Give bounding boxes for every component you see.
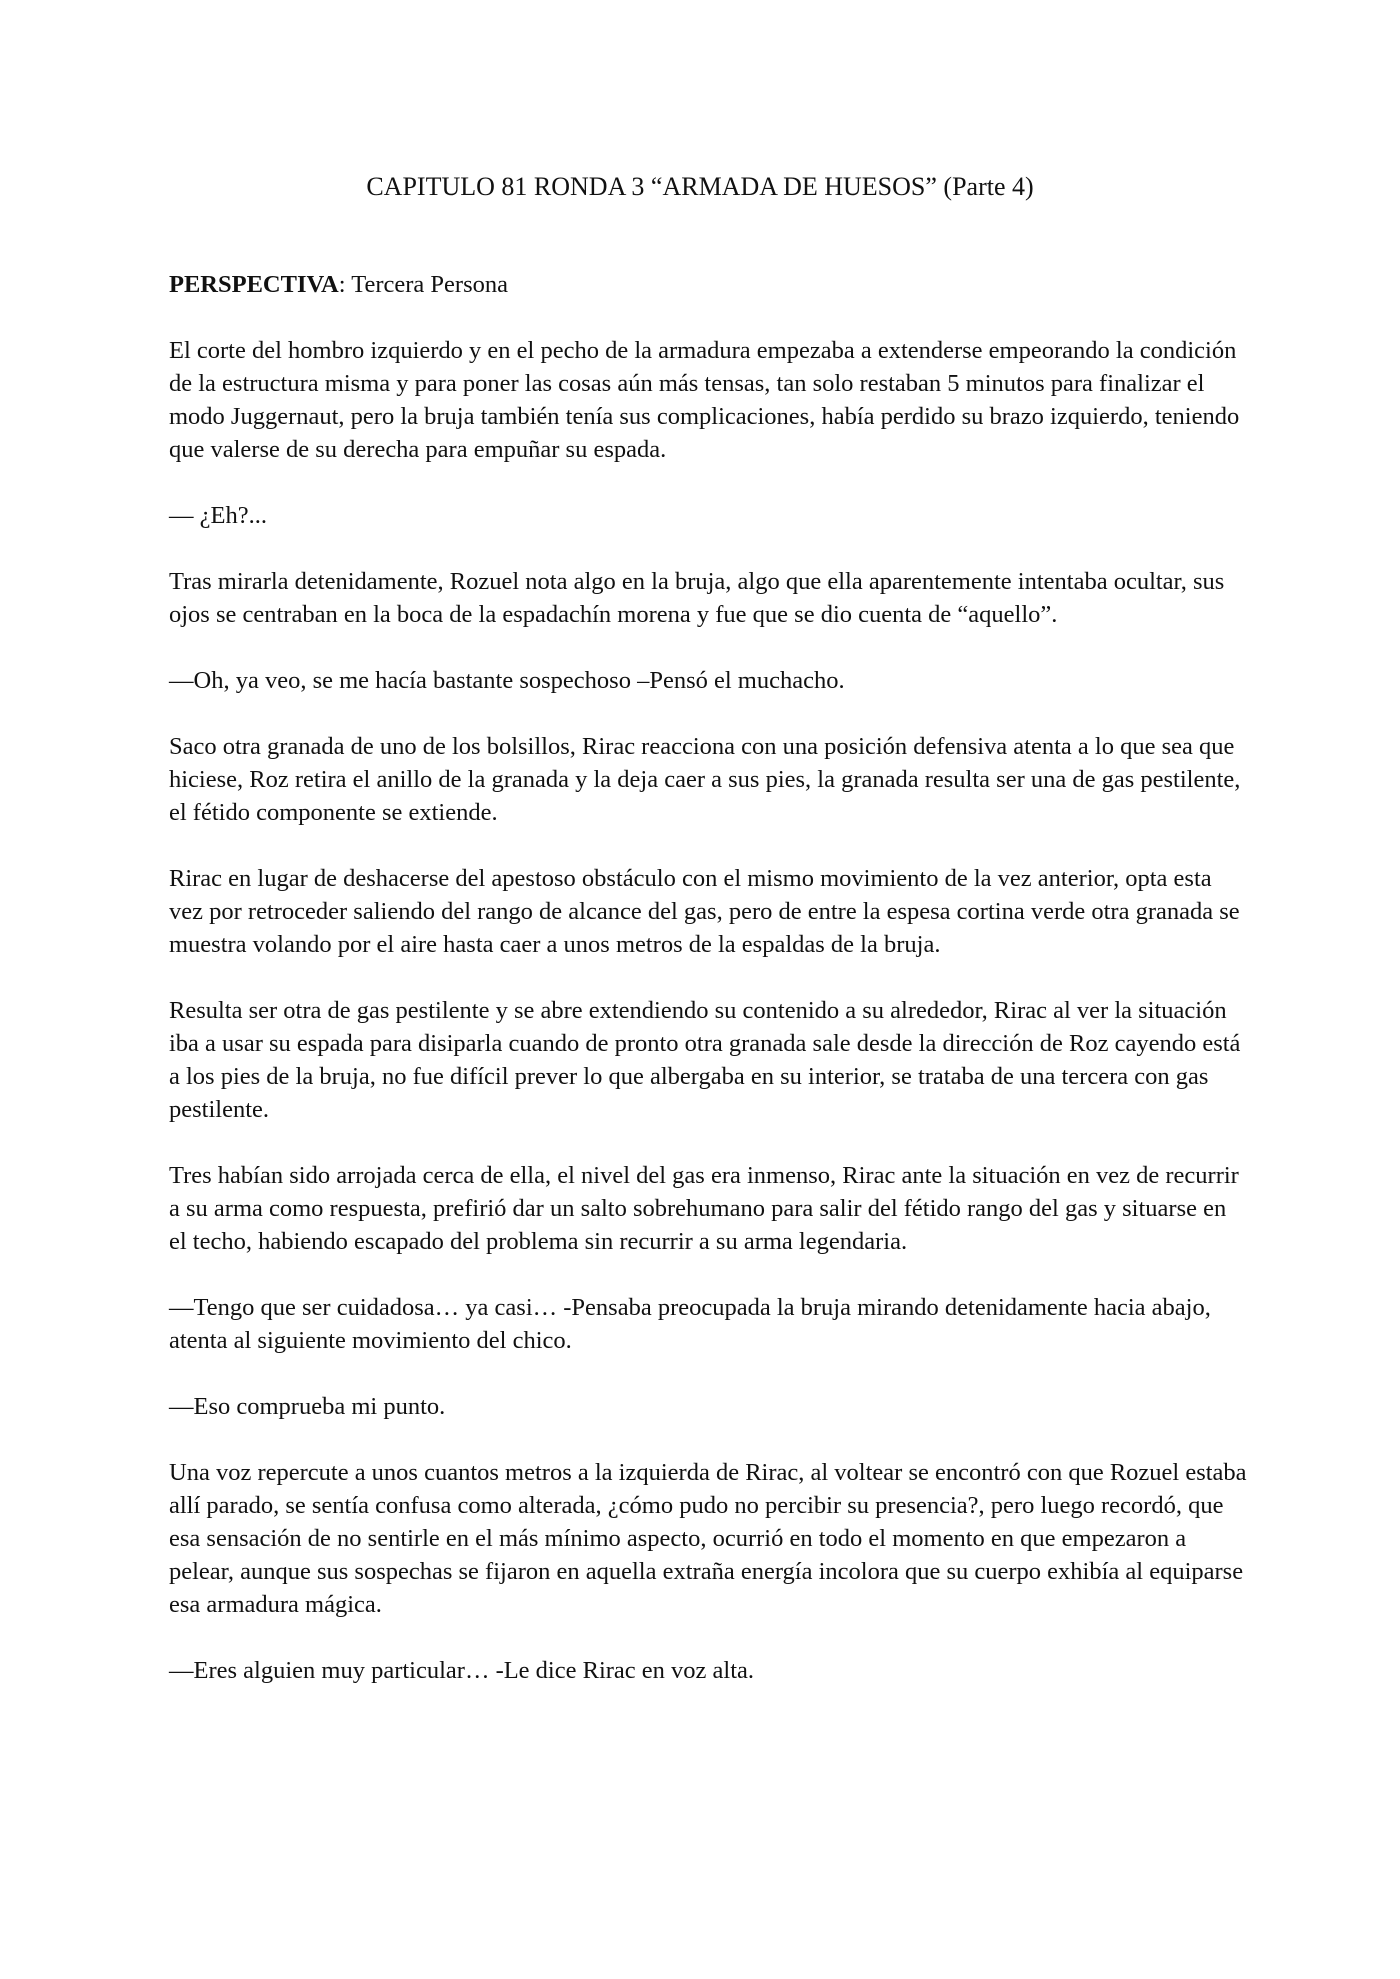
paragraph: Tras mirarla detenidamente, Rozuel nota algo en la bruja, algo que ella aparentemente intentaba ocultar, sus ojos se centraban en la boca de la espadachín morena y fue que se dio cuenta de “aquello”. [169, 568, 1225, 628]
paragraph: —Tengo que ser cuidadosa… ya casi… -Pensaba preocupada la bruja mirando detenidamente hacia abajo, atenta al siguiente movimiento del chico. [169, 1294, 1211, 1354]
paragraph: —Eso comprueba mi punto. [169, 1393, 446, 1420]
paragraph: Una voz repercute a unos cuantos metros a la izquierda de Rirac, al voltear se encontró con que Rozuel estaba allí parado, se sentía confusa como alterada, ¿cómo pudo no percibir su presencia?, pero luego recordó, que esa sensación de no sentirle en el más mínimo aspecto, ocurrió en todo el momento en que empezaron a pelear, aunque sus sospechas se fijaron en aquella extraña energía incolora que su cuerpo exhibía al equiparse esa armadura mágica. [169, 1459, 1247, 1618]
paragraph: Rirac en lugar de deshacerse del apestoso obstáculo con el mismo movimiento de la vez anterior, opta esta vez por retroceder saliendo del rango de alcance del gas, pero de entre la espesa cortina verde otra granada se muestra volando por el aire hasta caer a unos metros de la espaldas de la bruja. [169, 865, 1240, 958]
paragraph: — ¿Eh?... [169, 502, 267, 529]
perspective-value: : Tercera Persona [338, 271, 508, 298]
perspective-label: PERSPECTIVA [169, 271, 339, 298]
document-body [169, 268, 1249, 1720]
paragraph: Saco otra granada de uno de los bolsillos, Rirac reacciona con una posición defensiva atenta a lo que sea que hiciese, Roz retira el anillo de la granada y la deja caer a sus pies, la granada resulta ser una de gas pestilente, el fétido componente se extiende. [169, 733, 1241, 826]
paragraph: El corte del hombro izquierdo y en el pecho de la armadura empezaba a extenderse empeorando la condición de la estructura misma y para poner las cosas aún más tensas, tan solo restaban 5 minutos para finalizar el modo Juggernaut, pero la bruja también tenía sus complicaciones, había perdido su brazo izquierdo, teniendo que valerse de su derecha para empuñar su espada. [169, 337, 1240, 463]
chapter-title: CAPITULO 81 RONDA 3 “ARMADA DE HUESOS” (Parte 4) [366, 172, 1034, 201]
paragraph: Resulta ser otra de gas pestilente y se abre extendiendo su contenido a su alrededor, Rirac al ver la situación iba a usar su espada para disiparla cuando de pronto otra granada sale desde la dirección de Roz cayendo está a los pies de la bruja, no fue difícil prever lo que albergaba en su interior, se trataba de una tercera con gas pestilente. [169, 997, 1241, 1123]
paragraph: —Eres alguien muy particular… -Le dice Rirac en voz alta. [169, 1657, 755, 1684]
paragraph: —Oh, ya veo, se me hacía bastante sospechoso –Pensó el muchacho. [169, 667, 845, 694]
paragraph: Tres habían sido arrojada cerca de ella, el nivel del gas era inmenso, Rirac ante la situación en vez de recurrir a su arma como respuesta, prefirió dar un salto sobrehumano para salir del fétido rango del gas y situarse en el techo, habiendo escapado del problema sin recurrir a su arma legendaria. [169, 1162, 1239, 1255]
perspective-line [169, 268, 1249, 301]
